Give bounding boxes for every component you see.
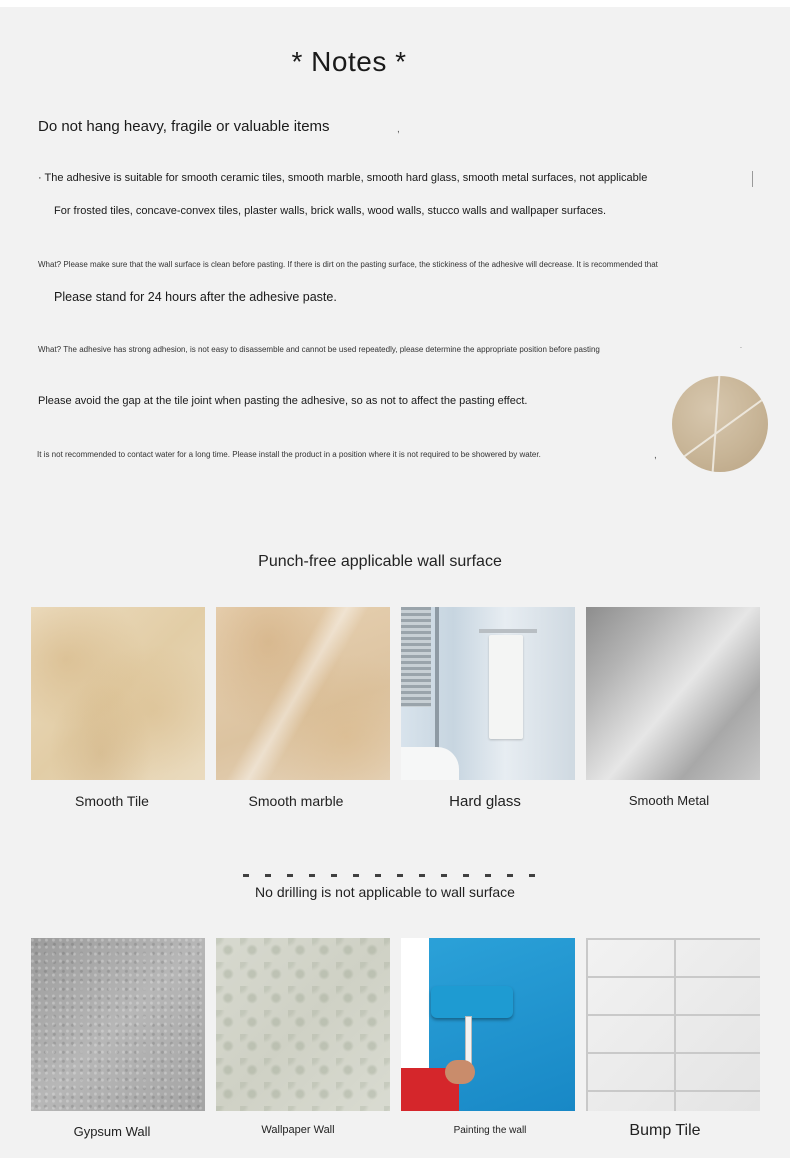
caption-smooth-metal: Smooth Metal xyxy=(628,793,710,808)
note-item: For frosted tiles, concave-convex tiles, plaster walls, brick walls, wood walls, stucco walls and wallpaper surfaces. xyxy=(54,205,607,217)
note-item: What? Please make sure that the wall surface is clean before pasting. If there is dirt on the pasting surface, the stickiness of the adhesive will decrease. It is recommended that xyxy=(38,260,658,269)
gypsum-wall-image xyxy=(31,938,205,1111)
note-mark: , xyxy=(654,450,657,461)
painting-wall-image xyxy=(401,938,575,1111)
note-item: It is not recommended to contact water for a long time. Please install the product in a position where it is not required to be showered by water. xyxy=(37,450,541,459)
top-strip xyxy=(0,0,790,7)
caption-smooth-tile: Smooth Tile xyxy=(75,793,149,809)
notes-title: * Notes * xyxy=(291,46,407,77)
tile-joint-line xyxy=(711,376,720,472)
smooth-metal-image xyxy=(586,607,760,780)
tile-joint-line xyxy=(677,396,767,462)
smooth-tile-image xyxy=(31,607,205,780)
caption-smooth-marble: Smooth marble xyxy=(248,793,344,809)
caption-bump-tile: Bump Tile xyxy=(629,1122,701,1139)
hand xyxy=(445,1060,475,1084)
caption-hard-glass: Hard glass xyxy=(449,793,521,810)
hard-glass-image xyxy=(401,607,575,780)
towel xyxy=(489,635,523,739)
divider xyxy=(752,171,753,187)
wallpaper-wall-image xyxy=(216,938,390,1111)
smooth-marble-image xyxy=(216,607,390,780)
tile-joint-illustration xyxy=(672,376,768,472)
applicable-title: Punch-free applicable wall surface xyxy=(258,553,502,570)
caption-painting-wall: Painting the wall xyxy=(453,1125,527,1136)
window-blinds xyxy=(401,607,431,707)
text-artifact xyxy=(243,874,549,877)
note-item: What? The adhesive has strong adhesion, is not easy to disassemble and cannot be used repeatedly, please determine the appropriate position before pasting xyxy=(38,345,600,354)
caption-wallpaper-wall: Wallpaper Wall xyxy=(261,1124,335,1136)
towel-rail xyxy=(479,629,537,633)
note-item: Please avoid the gap at the tile joint when pasting the adhesive, so as not to affect the pasting effect. xyxy=(38,395,528,407)
toilet xyxy=(401,747,459,780)
note-item: · The adhesive is suitable for smooth ceramic tiles, smooth marble, smooth hard glass, smooth metal surfaces, not applicable xyxy=(38,172,648,184)
notes-lead-mark: , xyxy=(397,124,400,135)
paint-roller xyxy=(431,986,513,1018)
not-applicable-title: No drilling is not applicable to wall surface xyxy=(255,884,515,900)
notes-lead: Do not hang heavy, fragile or valuable items xyxy=(38,118,330,135)
note-mark: . xyxy=(740,343,742,350)
caption-gypsum-wall: Gypsum Wall xyxy=(73,1124,151,1139)
bump-tile-image xyxy=(586,938,760,1111)
note-item: Please stand for 24 hours after the adhesive paste. xyxy=(54,290,337,304)
